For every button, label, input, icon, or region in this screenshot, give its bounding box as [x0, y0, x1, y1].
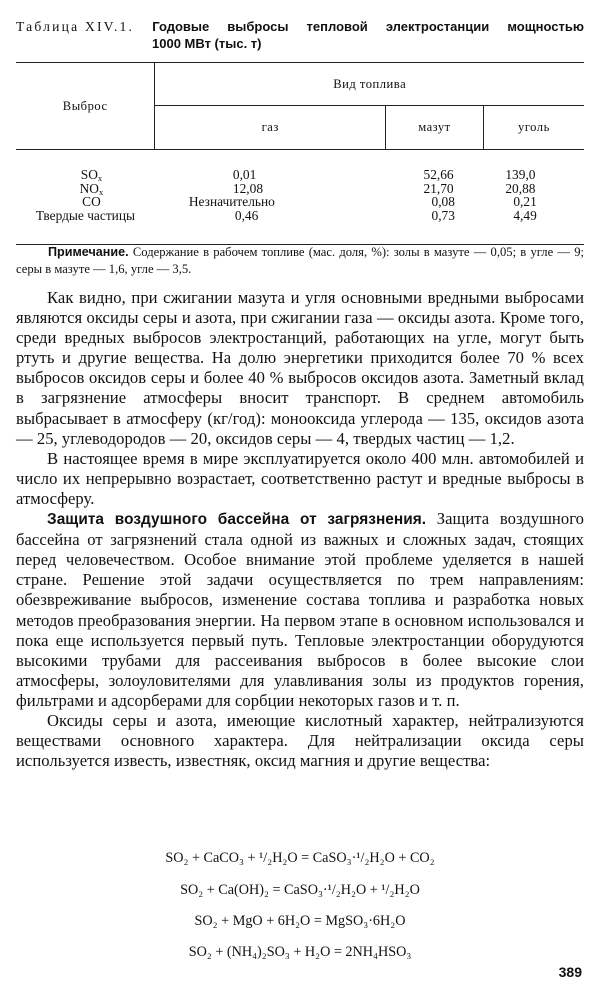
- gas-value: 0,46: [155, 209, 386, 245]
- note-text: Содержание в рабочем топливе (мас. доля, %): золы в мазуте — 0,05; в угле — 9; серы в мазуте — 1,6, угле — 3,5.: [16, 245, 584, 276]
- caption-line-1: [16, 18, 584, 35]
- emission-name: $SO_x$: [80, 167, 103, 183]
- coal-value: 4,49: [483, 209, 584, 245]
- gas-value: Незначительно: [188, 194, 275, 210]
- table-row: [16, 195, 584, 209]
- mazut-value: 0,08: [431, 194, 455, 210]
- caption-lead: Таблица XIV.1.: [16, 19, 135, 34]
- table-row: [16, 182, 584, 196]
- coal-value: 0,21: [513, 194, 537, 210]
- coal-value: 20,88: [505, 180, 536, 196]
- header-emission: Выброс: [16, 63, 155, 150]
- equation: SO₂ + MgO + 6H₂O = MgSO₃·6H₂O: [194, 913, 406, 929]
- emission-name: Твердые частицы: [16, 209, 155, 245]
- caption-line-2: 1000 МВт (тыс. т): [152, 36, 262, 51]
- gas-value: 0,01: [232, 167, 257, 182]
- page-number: 389: [558, 964, 582, 980]
- caption-word: Годовые: [152, 19, 210, 34]
- table-row: [16, 150, 584, 182]
- caption-word: мощностью: [507, 19, 584, 34]
- paragraph: [16, 509, 584, 711]
- header-fuel-type: Вид топлива: [155, 63, 584, 106]
- header-mazut: мазут: [386, 106, 484, 150]
- emission-name: $NO_x$: [79, 180, 104, 197]
- paragraph: В настоящее время в мире эксплуатируется около 400 млн. автомобилей и число их непрерывно возрастает, соответственно растут и вредные выбросы в атмосферу.: [16, 448, 584, 508]
- equation: SO₂ + CaCO₃ + ¹/₂H₂O = CaSO₃·¹/₂H₂O + CO₂: [165, 850, 435, 866]
- section-heading: Защита воздушного бассейна от загрязнения.: [47, 511, 427, 529]
- table-row: [16, 209, 584, 245]
- note-label: Примечание.: [48, 245, 129, 259]
- caption-word: тепловой: [306, 19, 368, 34]
- mazut-value: 0,73: [386, 209, 484, 245]
- coal-value: 139,0: [505, 167, 536, 182]
- emission-name: CO: [82, 194, 101, 210]
- table-caption: [16, 18, 584, 52]
- equation: SO₂ + Ca(OH)₂ = CaSO₃·¹/₂H₂O + ¹/₂H₂O: [180, 882, 420, 898]
- paragraph: Оксиды серы и азота, имеющие кислотный характер, нейтрализуются веществами основного характера. Для нейтрализации оксида серы используется известь, известняк, оксид магния и другие вещества:: [16, 710, 584, 771]
- mazut-value: 52,66: [423, 167, 454, 182]
- header-coal: уголь: [483, 106, 584, 150]
- caption-word: выбросы: [227, 19, 289, 34]
- emissions-table: [16, 62, 584, 245]
- equation: SO₂ + (NH₄)₂SO₃ + H₂O = 2NH₄HSO₃: [188, 944, 412, 960]
- mazut-value: 21,70: [423, 180, 454, 196]
- paragraph: Как видно, при сжигании мазута и угля основными вредными выбросами являются оксиды серы и азота, при сжигании газа — оксиды азота. Кроме того, среди вредных выбросов электростанций, работающих на угле, могут быть ртуть и другие вещества. На долю энергетики приходится более 70 % всех выбросов оксидов серы и более 40 % выбросов оксидов азота. Заметный вклад в загрязнение атмосферы вносит транспорт. В среднем автомобиль выбрасывает в атмосферу (кг/год): монооксида углерода — 135, оксидов азота — 25, углеводородов — 20, оксидов серы — 4, твердых частиц — 1,2.: [16, 288, 584, 448]
- paragraph-text: Защита воздушного бассейна от загрязнений стала одной из важных и сложных задач, стоящих перед человечеством. Особое внимание этой проблеме уделяется в нашей стране. Решение этой задачи осуществляется по трем направлениям: обезвреживание выбросов, изменение состава топлива и разработка новых методов преобразования энергии. На первом этапе в основном использовался и пока еще используется первый путь. Тепловые электростанции оборудуются высокими трубами для рассеивания выбросов в более высокие слои атмосферы, золоуловителями для улавливания золы из продуктов горения, фильтрами и адсорберами для сорбции некоторых газов и т. п.: [16, 509, 584, 710]
- header-gas: газ: [155, 106, 386, 150]
- caption-word: электростанции: [385, 19, 490, 34]
- body-text: [16, 288, 584, 771]
- gas-value: 12,08: [232, 180, 264, 196]
- table-note: [16, 244, 584, 277]
